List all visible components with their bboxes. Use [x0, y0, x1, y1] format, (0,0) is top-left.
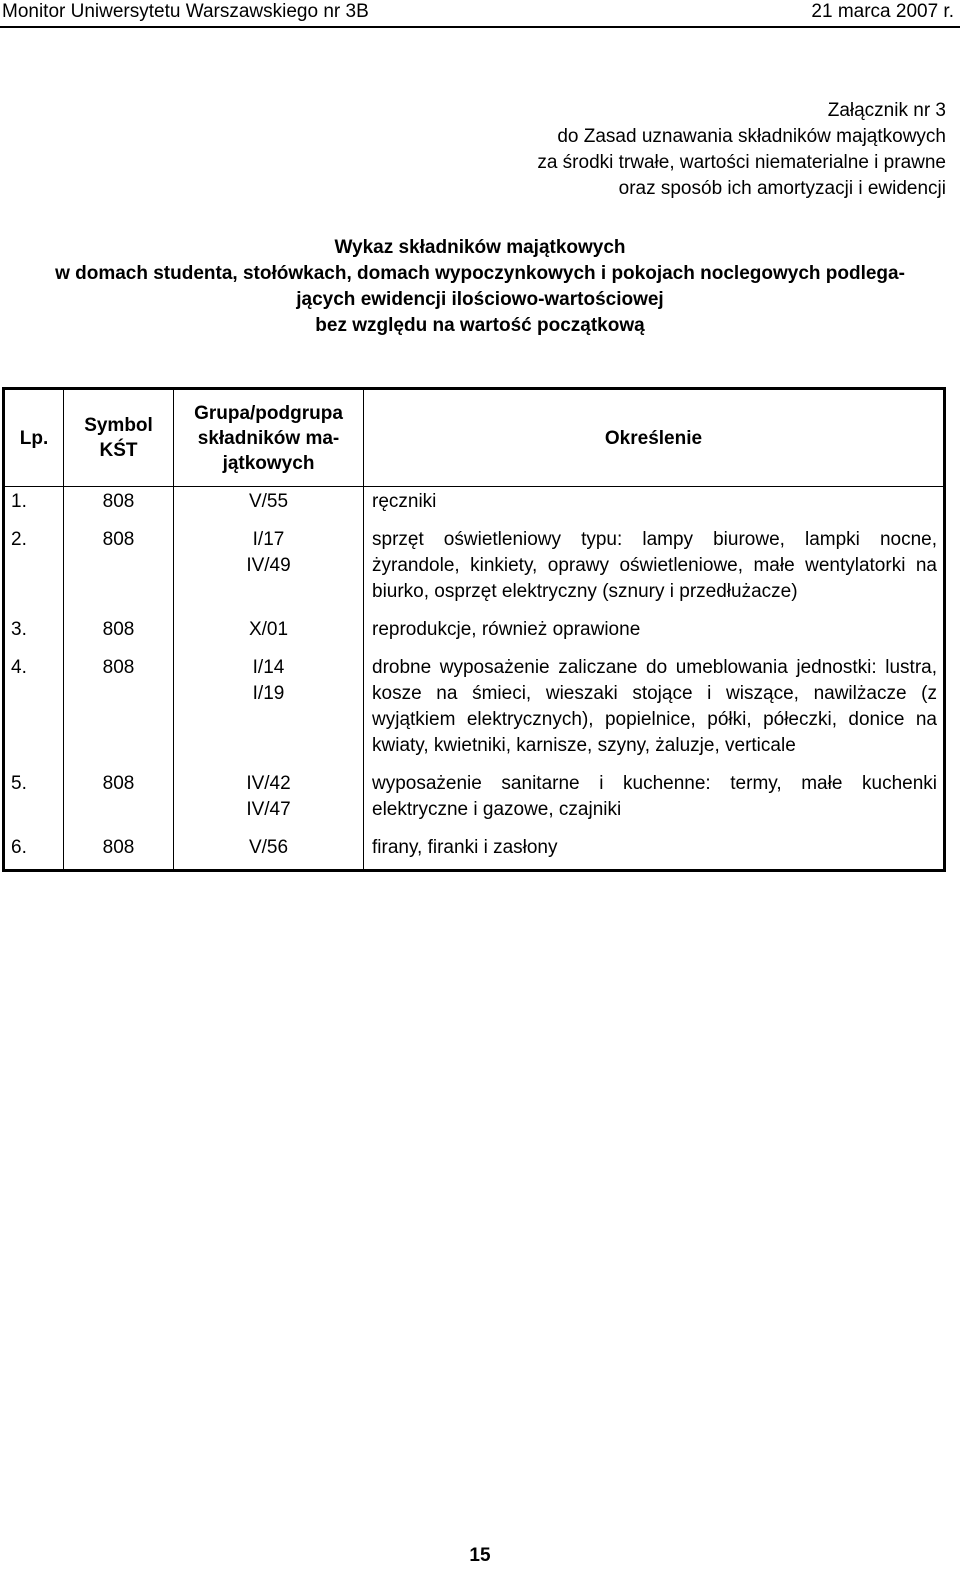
row-description: wyposażenie sanitarne i kuchenne: termy, małe kuchenki elektryczne i gazowe, czajniki: [364, 767, 945, 831]
document-title: [0, 235, 960, 339]
annex-line: za środki trwałe, wartości niematerialne i prawne: [537, 152, 946, 173]
row-lp: 6.: [4, 831, 64, 871]
header-symbol-label: Symbol KŚT: [84, 415, 153, 461]
row-groups: [174, 831, 364, 871]
row-lp: 5.: [4, 767, 64, 831]
page-header: [0, 0, 960, 28]
journal-title: Monitor Uniwersytetu Warszawskiego nr 3B: [2, 1, 369, 22]
row-lp: 3.: [4, 613, 64, 651]
row-symbol: 808: [64, 831, 174, 871]
annex-reference: [246, 98, 946, 202]
annex-line: oraz sposób ich amortyzacji i ewidencji: [618, 178, 946, 199]
table-header-row: [4, 389, 945, 487]
header-group: [174, 389, 364, 487]
table-row: [4, 613, 945, 651]
title-line: jących ewidencji ilościowo-wartościowej: [296, 289, 664, 310]
row-description: firany, firanki i zasłony: [364, 831, 945, 871]
group-code: I/17: [252, 529, 285, 550]
row-symbol: 808: [64, 613, 174, 651]
table-row: [4, 767, 945, 831]
title-line: Wykaz składników majątkowych: [334, 237, 626, 258]
group-code: X/01: [248, 619, 289, 640]
row-description: reprodukcje, również oprawione: [364, 613, 945, 651]
group-code: IV/42: [246, 773, 291, 794]
row-symbol: 808: [64, 767, 174, 831]
group-code: V/55: [248, 491, 289, 512]
table-row: [4, 651, 945, 767]
group-code: V/56: [248, 837, 289, 858]
row-lp: 2.: [4, 523, 64, 613]
table-row: [4, 523, 945, 613]
title-line: w domach studenta, stołówkach, domach wypoczynkowych i pokojach noclegowych podlega-: [55, 263, 905, 284]
annex-line: Załącznik nr 3: [827, 100, 946, 121]
row-lp: 4.: [4, 651, 64, 767]
table-body: [4, 487, 945, 871]
row-symbol: 808: [64, 523, 174, 613]
table-row: [4, 831, 945, 871]
table-row: [4, 487, 945, 524]
page-number: 15: [469, 1545, 491, 1566]
title-line: bez względu na wartość początkową: [315, 315, 645, 336]
row-groups: [174, 523, 364, 613]
header-lp: Lp.: [4, 389, 64, 487]
header-description: Określenie: [364, 389, 945, 487]
row-symbol: 808: [64, 487, 174, 524]
group-code: IV/49: [246, 555, 291, 576]
group-code: IV/47: [246, 799, 291, 820]
header-symbol: [64, 389, 174, 487]
row-description: ręczniki: [364, 487, 945, 524]
group-code: I/14: [252, 657, 285, 678]
assets-table: [2, 387, 946, 872]
header-group-label: Grupa/podgrupa składników ma-jątkowych: [194, 402, 343, 474]
row-groups: [174, 487, 364, 524]
row-lp: 1.: [4, 487, 64, 524]
row-description: sprzęt oświetleniowy typu: lampy biurowe, lampki nocne, żyrandole, kinkiety, oprawy oświetleniowe, małe wentylatorki na biurko, osprzęt elektryczny (sznury i przedłużacze): [364, 523, 945, 613]
row-groups: [174, 651, 364, 767]
annex-line: do Zasad uznawania składników majątkowych: [557, 126, 946, 147]
header-date: 21 marca 2007 r.: [811, 1, 954, 22]
row-symbol: 808: [64, 651, 174, 767]
row-groups: [174, 767, 364, 831]
row-description: drobne wyposażenie zaliczane do umeblowania jednostki: lustra, kosze na śmieci, wieszaki stojące i wiszące, nawilżacze (z wyjątkiem elektrycznych), popielnice, półki, półeczki, donice na kwiaty, kwietniki, karnisze, szyny, żaluzje, verticale: [364, 651, 945, 767]
row-groups: [174, 613, 364, 651]
group-code: I/19: [252, 683, 285, 704]
